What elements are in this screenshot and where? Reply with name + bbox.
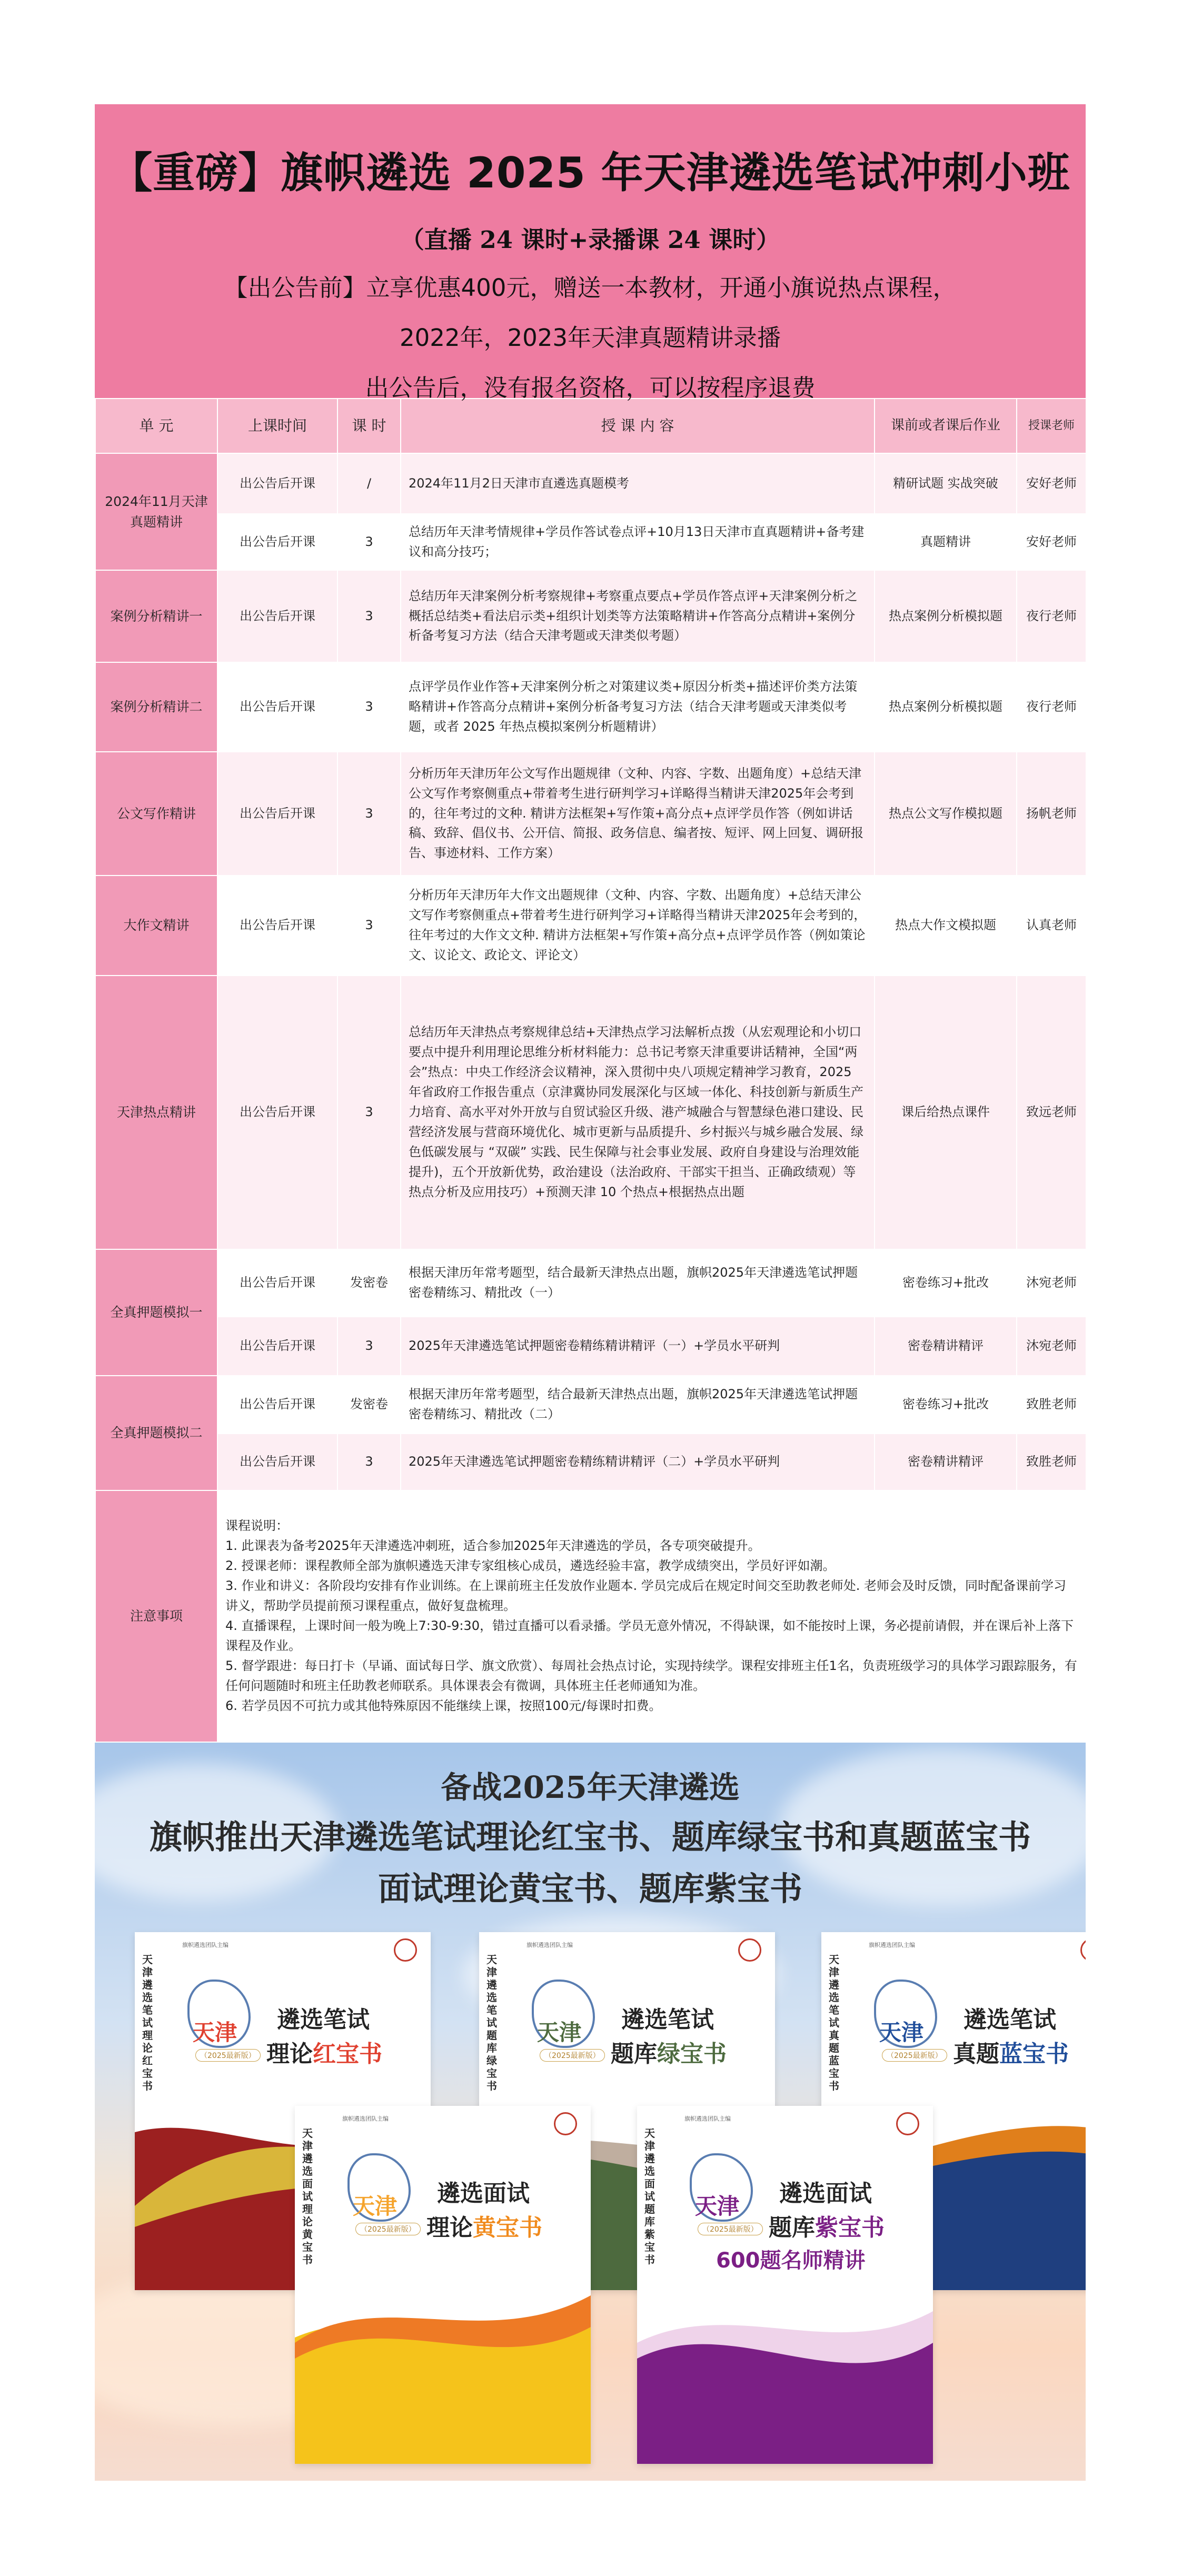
book-title-line-1: 遴选笔试: [964, 2006, 1056, 2033]
book-edition: （2025最新版）: [355, 2223, 421, 2235]
promo-line-2: 2022年，2023年天津真题精讲录播: [399, 324, 781, 352]
book-purple: [637, 2106, 933, 2464]
teacher-cell: 致远老师: [1017, 976, 1086, 1249]
content-cell: 根据天津历年常考题型，结合最新天津热点出题，旗帜2025年天津遴选笔试押题密卷精练习、精批改（一）: [401, 1249, 875, 1317]
book-title-color: 黄宝书: [473, 2214, 542, 2241]
homework-cell: 课后给热点课件: [875, 976, 1017, 1249]
book-title-line-2: [426, 2209, 542, 2242]
table-row: [95, 570, 1086, 662]
teacher-cell: 扬帆老师: [1017, 752, 1086, 876]
hours-cell: 3: [337, 1317, 401, 1376]
book-title-line-1: 遴选面试: [779, 2180, 872, 2207]
book-publisher: 旗帜遴选团队主编: [684, 2115, 731, 2122]
badge-icon: [738, 1938, 761, 1962]
page-title: 【重磅】旗帜遴选 2025 年天津遴选笔试冲刺小班: [110, 148, 1070, 197]
time-cell: 出公告后开课: [217, 1434, 337, 1490]
book-spine-text: 天津遴选笔试理论红宝书: [142, 1953, 153, 2092]
col-header-teacher: 授课老师: [1017, 399, 1086, 453]
unit-cell: 2024年11月天津真题精讲: [95, 453, 217, 570]
homework-cell: 密卷练习+批改: [875, 1376, 1017, 1434]
book-title-color: 绿宝书: [657, 2041, 727, 2067]
hours-cell: 3: [337, 570, 401, 662]
book-city: 天津: [537, 2020, 582, 2045]
book-spine-text: 天津遴选笔试真题蓝宝书: [829, 1953, 839, 2092]
content-cell: 2025年天津遴选笔试押题密卷精练精讲精评（二）+学员水平研判: [401, 1434, 875, 1490]
col-header-unit: 单 元: [95, 399, 217, 453]
homework-cell: 热点公文写作模拟题: [875, 752, 1017, 876]
teacher-cell: 安好老师: [1017, 514, 1086, 570]
homework-cell: 密卷精讲精评: [875, 1434, 1017, 1490]
book-title-prefix: 真题: [953, 2041, 999, 2067]
table-row: [95, 1434, 1086, 1490]
content-cell: 分析历年天津历年大作文出题规律（文种、内容、字数、出题角度）+总结天津公文写作考察侧重点+带着考生进行研判学习+详略得当精讲天津2025年会考到的，往年考过的大作文文种. 精讲方法框架+写作策+高分点+点评学员作答（例如策论文、议论文、政论文、评论文）: [401, 876, 875, 976]
homework-cell: 热点大作文模拟题: [875, 876, 1017, 976]
promo-title-2: 旗帜推出天津遴选笔试理论红宝书、题库绿宝书和真题蓝宝书: [149, 1818, 1031, 1856]
book-spine-text: 天津遴选面试题库紫宝书: [644, 2127, 655, 2266]
time-cell: 出公告后开课: [217, 514, 337, 570]
book-title-prefix: 理论: [266, 2041, 313, 2067]
content-cell: 总结历年天津热点考察规律总结+天津热点学习法解析点拨（从宏观理论和小切口要点中提升利用理论思维分析材料能力：总书记考察天津重要讲话精神，全国“两会”热点：中央工作经济会议精神，深入贯彻中央八项规定精神学习教育，2025 年省政府工作报告重点（京津冀协同发展深化与区域一体化、科技创新与新质生产力培育、高水平对外开放与自贸试验区升级、港产城融合与智慧绿色港口建设、民营经济发展与营商环境优化、城市更新与品质提升、乡村振兴与城乡融合发展、绿色低碳发展与 “双碳” 实践、民生保障与社会事业发展、政府自身建设与治理效能提升)，五个开放新优势，政治建设（法治政府、干部实干担当、正确政绩观）等热点分析及应用技巧）+预测天津 10 个热点+根据热点出题: [401, 976, 875, 1249]
table-row: [95, 1317, 1086, 1376]
teacher-cell: 致胜老师: [1017, 1376, 1086, 1434]
content-cell: 根据天津历年常考题型，结合最新天津热点出题，旗帜2025年天津遴选笔试押题密卷精练习、精批改（二）: [401, 1376, 875, 1434]
badge-icon: [394, 1938, 417, 1962]
time-cell: 出公告后开课: [217, 662, 337, 752]
book-title-color: 蓝宝书: [999, 2041, 1069, 2067]
cover-wave-art: [295, 2274, 591, 2464]
hours-cell: 发密卷: [337, 1249, 401, 1317]
time-cell: 出公告后开课: [217, 1376, 337, 1434]
book-title-line-1: 遴选面试: [437, 2180, 530, 2207]
hours-cell: 3: [337, 976, 401, 1249]
book-publisher: 旗帜遴选团队主编: [342, 2115, 389, 2122]
notes-cell: [217, 1490, 1086, 1742]
book-edition: （2025最新版）: [540, 2049, 605, 2062]
hours-cell: /: [337, 453, 401, 514]
table-row: [95, 514, 1086, 570]
time-cell: 出公告后开课: [217, 752, 337, 876]
teacher-cell: 夜行老师: [1017, 570, 1086, 662]
book-publisher: 旗帜遴选团队主编: [527, 1942, 573, 1948]
col-header-homework: 课前或者课后作业: [875, 399, 1017, 453]
homework-cell: 热点案例分析模拟题: [875, 662, 1017, 752]
unit-cell: 全真押题模拟一: [95, 1249, 217, 1376]
teacher-cell: 认真老师: [1017, 876, 1086, 976]
homework-cell: 密卷精讲精评: [875, 1317, 1017, 1376]
book-title-line-2: [266, 2035, 382, 2068]
book-title-line-3: 600题名师精讲: [716, 2249, 866, 2273]
badge-icon: [1080, 1938, 1086, 1962]
content-cell: 总结历年天津案例分析考察规律+考察重点要点+学员作答点评+天津案例分析之概括总结类+看法启示类+组织计划类等方法策略精讲+作答高分点精讲+案例分析备考复习方法（结合天津考题或天津类似考题）: [401, 570, 875, 662]
book-city: 天津: [193, 2020, 237, 2045]
table-row: [95, 1249, 1086, 1317]
table-row: [95, 453, 1086, 514]
book-spine-text: 天津遴选面试理论黄宝书: [302, 2127, 313, 2266]
unit-cell: 天津热点精讲: [95, 976, 217, 1249]
table-row: [95, 876, 1086, 976]
notes-line: 5. 督学跟进：每日打卡（早诵、面试每日学、旗文欣赏）、每周社会热点讨论，实现持续学。课程安排班主任1名，负责班级学习的具体学习跟踪服务，有任何问题随时和班主任助教老师联系。具体课表会有微调，具体班主任老师通知为准。: [225, 1658, 1077, 1693]
badge-icon: [896, 2112, 919, 2135]
time-cell: 出公告后开课: [217, 1249, 337, 1317]
col-header-hours: 课 时: [337, 399, 401, 453]
content-cell: 分析历年天津历年公文写作出题规律（文种、内容、字数、出题角度）+总结天津公文写作考察侧重点+带着考生进行研判学习+详略得当精讲天津2025年会考到的，往年考过的文种. 精讲方法框架+写作策+高分点+点评学员作答（例如讲话稿、致辞、倡仪书、公开信、简报、政务信息、编者按、短评、网上回复、调研报告、事迹材料、工作方案）: [401, 752, 875, 876]
content-cell: 2025年天津遴选笔试押题密卷精练精讲精评（一）+学员水平研判: [401, 1317, 875, 1376]
page-subtitle: （直播 24 课时+录播课 24 课时）: [400, 226, 780, 254]
unit-cell: 案例分析精讲一: [95, 570, 217, 662]
book-title-line-2: [769, 2209, 885, 2242]
book-edition: （2025最新版）: [698, 2223, 763, 2235]
homework-cell: 密卷练习+批改: [875, 1249, 1017, 1317]
page: [95, 104, 1086, 2481]
notes-line: 1. 此课表为备考2025年天津遴选冲刺班，适合参加2025年天津遴选的学员，各专项突破提升。: [225, 1538, 761, 1554]
homework-cell: 精研试题 实战突破: [875, 453, 1017, 514]
book-title-color: 紫宝书: [815, 2214, 885, 2241]
book-title-prefix: 题库: [611, 2041, 657, 2067]
homework-cell: 真题精讲: [875, 514, 1017, 570]
promo-line-1: 【出公告前】立享优惠400元，赠送一本教材，开通小旗说热点课程，: [224, 274, 957, 302]
book-city: 天津: [879, 2020, 924, 2045]
time-cell: 出公告后开课: [217, 1317, 337, 1376]
book-publisher: 旗帜遴选团队主编: [869, 1942, 915, 1948]
notes-line: 4. 直播课程，上课时间一般为晚上7:30-9:30，错过直播可以看录播。学员无意外情况，不得缺课，如不能按时上课，务必提前请假，并在课后补上落下课程及作业。: [225, 1618, 1074, 1653]
promo-line-3: 出公告后，没有报名资格，可以按程序退费: [365, 374, 816, 402]
book-city: 天津: [353, 2193, 398, 2219]
unit-cell: 大作文精讲: [95, 876, 217, 976]
book-title-prefix: 题库: [769, 2214, 815, 2241]
teacher-cell: 夜行老师: [1017, 662, 1086, 752]
table-row: [95, 976, 1086, 1249]
table-row: [95, 752, 1086, 876]
table-row: [95, 662, 1086, 752]
col-header-content: 授 课 内 容: [401, 399, 875, 453]
schedule-table: [95, 398, 1087, 1743]
content-cell: 总结历年天津考情规律+学员作答试卷点评+10月13日天津市直真题精讲+备考建议和高分技巧；: [401, 514, 875, 570]
table-header-row: [95, 399, 1086, 453]
table-row: [95, 1376, 1086, 1434]
badge-icon: [554, 2112, 577, 2135]
unit-cell: 案例分析精讲二: [95, 662, 217, 752]
teacher-cell: 沐宛老师: [1017, 1317, 1086, 1376]
content-cell: 2024年11月2日天津市直遴选真题模考: [401, 453, 875, 514]
promo-title-3: 面试理论黄宝书、题库紫宝书: [378, 1869, 802, 1908]
promo-title-1: 备战2025年天津遴选: [441, 1769, 740, 1805]
book-title-prefix: 理论: [426, 2214, 473, 2241]
book-title-color: 红宝书: [313, 2041, 382, 2067]
teacher-cell: 安好老师: [1017, 453, 1086, 514]
cover-wave-art: [637, 2285, 933, 2464]
book-title-line-1: 遴选笔试: [621, 2006, 714, 2033]
hours-cell: 3: [337, 1434, 401, 1490]
book-publisher: 旗帜遴选团队主编: [182, 1942, 229, 1948]
notes-line: 课程说明：: [225, 1518, 289, 1534]
book-title-line-2: [953, 2035, 1069, 2068]
unit-cell: 全真押题模拟二: [95, 1376, 217, 1490]
time-cell: 出公告后开课: [217, 976, 337, 1249]
header-banner: [95, 104, 1086, 402]
content-cell: 点评学员作业作答+天津案例分析之对策建议类+原因分析类+描述评价类方法策略精讲+作答高分点精讲+案例分析备考复习方法（结合天津考题或天津类似考题，或者 2025 年热点模拟案例分析题精讲）: [401, 662, 875, 752]
hours-cell: 发密卷: [337, 1376, 401, 1434]
time-cell: 出公告后开课: [217, 876, 337, 976]
hours-cell: 3: [337, 752, 401, 876]
book-city: 天津: [695, 2193, 740, 2219]
notes-line: 6. 若学员因不可抗力或其他特殊原因不能继续上课，按照100元/每课时扣费。: [225, 1698, 662, 1713]
teacher-cell: 致胜老师: [1017, 1434, 1086, 1490]
book-edition: （2025最新版）: [882, 2049, 947, 2062]
book-title-line-1: 遴选笔试: [277, 2006, 370, 2033]
notes-row: [95, 1490, 1086, 1742]
notes-line: 3. 作业和讲义：各阶段均安排有作业训练。在上课前班主任发放作业题本. 学员完成后在规定时间交至助教老师处. 老师会及时反馈，同时配备课前学习讲义，帮助学员提前预习课程重点，做好复盘梳理。: [225, 1578, 1067, 1614]
teacher-cell: 沐宛老师: [1017, 1249, 1086, 1317]
book-promo-section: [95, 1743, 1086, 2481]
time-cell: 出公告后开课: [217, 570, 337, 662]
hours-cell: 3: [337, 876, 401, 976]
time-cell: 出公告后开课: [217, 453, 337, 514]
hours-cell: 3: [337, 514, 401, 570]
unit-cell: 公文写作精讲: [95, 752, 217, 876]
hours-cell: 3: [337, 662, 401, 752]
book-edition: （2025最新版）: [195, 2049, 261, 2062]
homework-cell: 热点案例分析模拟题: [875, 570, 1017, 662]
col-header-time: 上课时间: [217, 399, 337, 453]
unit-cell: 注意事项: [95, 1490, 217, 1742]
book-yellow: [295, 2106, 591, 2464]
book-title-line-2: [611, 2035, 727, 2068]
notes-line: 2. 授课老师：课程教师全部为旗帜遴选天津专家组核心成员，遴选经验丰富，教学成绩突出，学员好评如潮。: [225, 1558, 836, 1574]
book-spine-text: 天津遴选笔试题库绿宝书: [486, 1953, 497, 2092]
